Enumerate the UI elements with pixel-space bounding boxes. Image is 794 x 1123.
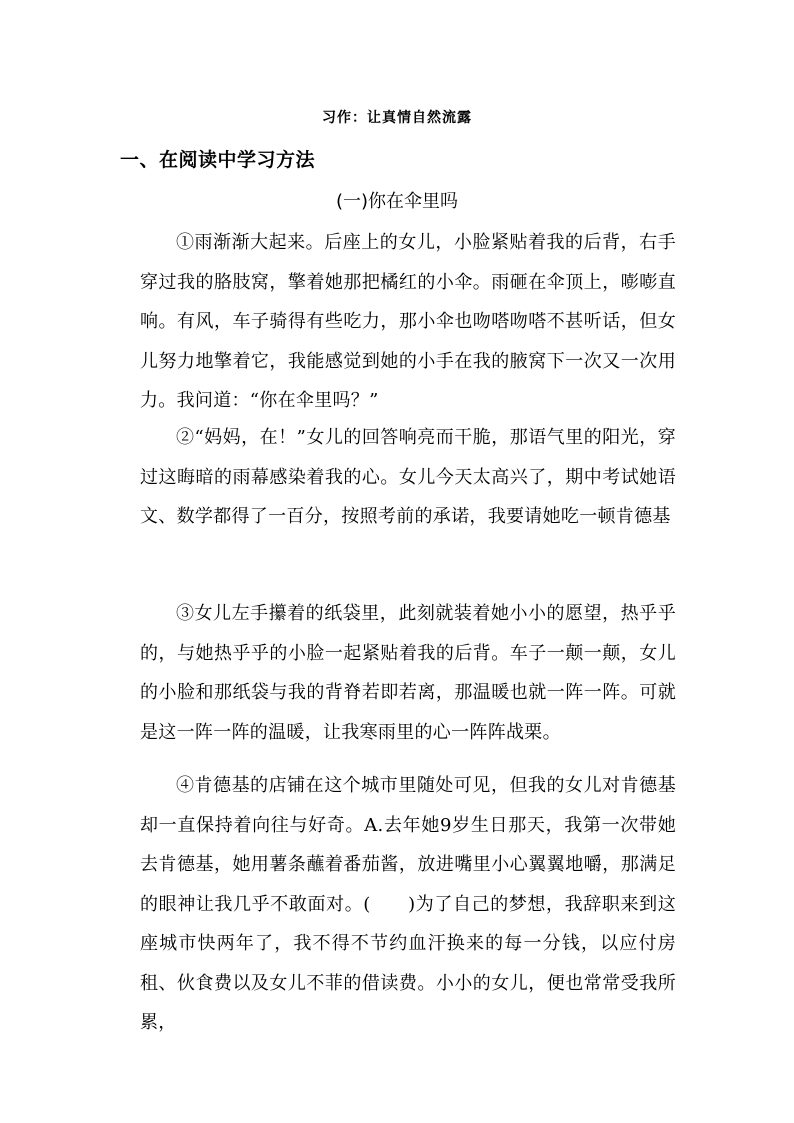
section-heading: 一、在阅读中学习方法: [120, 149, 316, 171]
page-title: 习作：让真情自然流露: [322, 110, 472, 126]
paragraph-2: ②“妈妈，在！”女儿的回答响亮而干脆，那语气里的阳光，穿过这晦暗的雨幕感染着我的心。女儿今天太高兴了，期中考试她语文、数学都得了一百分，按照考前的承诺，我要请她吃一顿肯德基: [140, 427, 676, 527]
article-title: (一)你在伞里吗: [335, 191, 459, 212]
paragraph-3: ③女儿左手攥着的纸袋里，此刻就装着她小小的愿望，热乎乎的，与她热乎乎的小脸一起紧贴着我的后背。车子一颠一颠，女儿的小脸和那纸袋与我的背脊若即若离，那温暖也就一阵一阵。可就是这一阵一阵的温暖，让我寒雨里的心一阵阵战栗。: [140, 603, 676, 743]
paragraph-4: ④肯德基的店铺在这个城市里随处可见，但我的女儿对肯德基却一直保持着向往与好奇。A.去年她9岁生日那天，我第一次带她去肯德基，她用薯条蘸着番茄酱，放进嘴里小心翼翼地嚼，那满足的眼神让我几乎不敢面对。( )为了自己的梦想，我辞职来到这座城市快两年了，我不得不节约血汗换来的每一分钱，以应付房租、伙食费以及女儿不菲的借读费。小小的女儿，便也常常受我所累，: [140, 775, 676, 1033]
paragraph-1: ①雨渐渐大起来。后座上的女儿，小脸紧贴着我的后背，右手穿过我的胳肢窝，擎着她那把橘红的小伞。雨砸在伞顶上，嘭嘭直响。有风，车子骑得有些吃力，那小伞也吻嗒吻嗒不甚听话，但女儿努力地擎着它，我能感觉到她的小手在我的腋窝下一次又一次用力。我问道：“你在伞里吗？”: [140, 232, 676, 411]
